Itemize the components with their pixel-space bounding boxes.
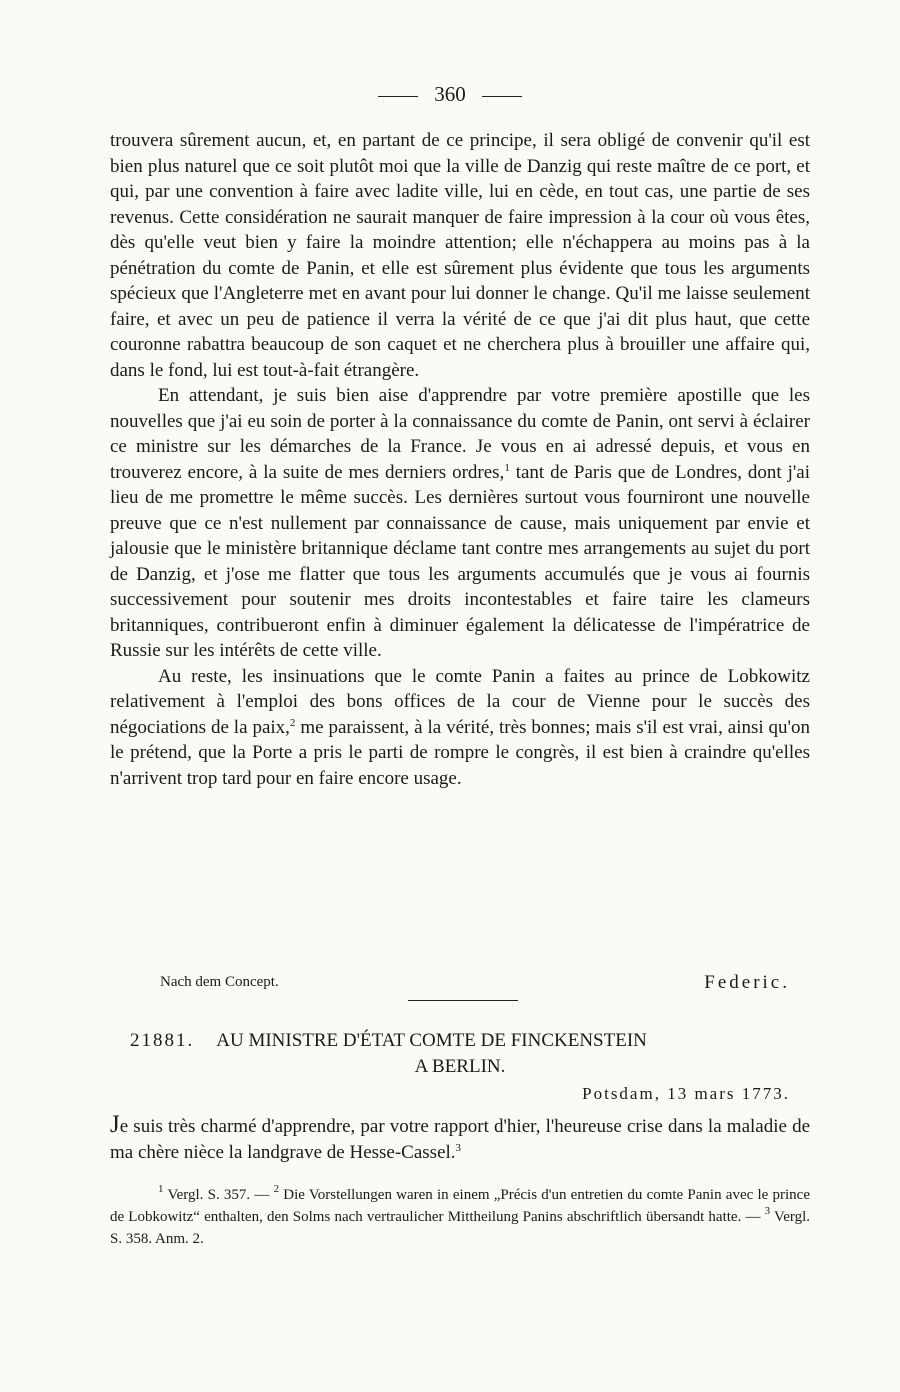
footnote-ref-2: 2 [289,716,296,729]
paragraph-1: trouvera sûrement aucun, et, en partant de ce principe, il sera obligé de convenir qu'il est bien plus naturel que ce soit plutôt moi que la ville de Danzig qui reste maître de ce port, et qui, par une convention à faire avec ladite ville, lui en cède, en tout cas, une partie de ses revenus. Cette considération ne saurait manquer de faire impression à la cour où vous êtes, dès qu'elle veut bien y faire la moindre attention; elle n'échappera au moins pas à la pénétration du comte de Panin, et elle est sûrement plus évidente que tous les arguments spécieux que l'Angleterre met en avant pour lui donner le change. Qu'il me laisse seulement faire, et avec un peu de patience il verra la vérité de ce que j'ai dit plus haut, que cette couronne rabattra beaucoup de son caquet et ne cherchera plus à brouiller une affaire qui, dans le fond, lui est tout-à-fait étrangère. [110,130,810,381]
footnote-ref-1: 1 [504,461,510,474]
paragraph-2 [110,383,810,664]
source-note: Nach dem Concept. [160,974,279,990]
document-body [110,1112,810,1165]
document-title-line-2: A BERLIN. [414,1056,506,1077]
footnotes [110,1184,810,1250]
footnote-3-marker: 3 [764,1205,771,1217]
footnote-2-text: Die Vorstellungen waren in einem „Précis d'un entretien du comte Panin avec le prince de Lobkowitz“ enthalten, den Solms nach vertraulicher Mittheilung Panins abschriftlich übersandt hatte. — [110,1187,810,1225]
footnote-ref-3: 3 [455,1141,462,1154]
letter-body [110,128,810,791]
document-number: 21881. [130,1030,195,1051]
page-number-rule-right [482,96,522,97]
paragraph-3-part-b: me paraissent, à la vérité, très bonnes; mais s'il est vrai, ainsi qu'on le prétend, que la Porte a pris le parti de rompre le congrès, il est bien à craindre qu'elles n'arrivent trop tard pour en faire encore usage. [110,716,810,789]
page-number [0,82,900,107]
page-number-rule-left [378,96,418,97]
paragraph-2-part-a: En attendant, je suis bien aise d'apprendre par votre première apostille que les nouvelles que j'ai eu soin de porter à la connaissance du comte de Panin, ont servi à éclairer ce ministre sur les démarches de la France. Je vous en ai adressé depuis, et vous en trouverez encore, à la suite de mes derniers ordres, [110,385,810,483]
drop-cap: J [110,1111,120,1138]
document-body-text: e suis très charmé d'apprendre, par votre rapport d'hier, l'heureuse crise dans la maladie de ma chère nièce la landgrave de Hesse-Cassel. [110,1116,810,1163]
footnote-block [110,1184,810,1250]
document-heading [110,1028,810,1080]
footnote-3-text: Vergl. S. 358. Anm. 2. [110,1209,810,1247]
separator-rule [408,1000,518,1001]
page-number-text: 360 [434,82,466,106]
dateline: Potsdam, 13 mars 1773. [582,1084,790,1103]
footnote-1-text: Vergl. S. 357. — [163,1187,274,1203]
paragraph-2-part-b: tant de Paris que de Londres, dont j'ai lieu de me promettre le même succès. Les dernières surtout vous fourniront une nouvelle preuve que ce n'est nullement par connaissance de cause, mais uniquement par envie et jalousie que le ministère britannique déclame tant contre mes arrangements au sujet du port de Danzig, et j'ose me flatter que tous les arguments accumulés que je vous ai fournis successivement pour soutenir mes droits incontestables et faire taire les clameurs britanniques, contribueront enfin à diminuer également la délicatesse de l'impératrice de Russie sur les intérêts de cette ville. [110,461,811,661]
document-title-line-1: AU MINISTRE D'ÉTAT COMTE DE FINCKENSTEIN [216,1030,647,1051]
signature: Federic. [704,972,790,993]
source-line [160,972,790,994]
footnote-1-marker: 1 [158,1183,164,1195]
footnote-2-marker: 2 [273,1183,280,1195]
paragraph-3 [110,664,810,792]
paragraph-3-part-a: Au reste, les insinuations que le comte Panin a faites au prince de Lobkowitz relativement à l'emploi des bons offices de la cour de Vienne pour le succès des négociations de la paix, [110,665,810,738]
